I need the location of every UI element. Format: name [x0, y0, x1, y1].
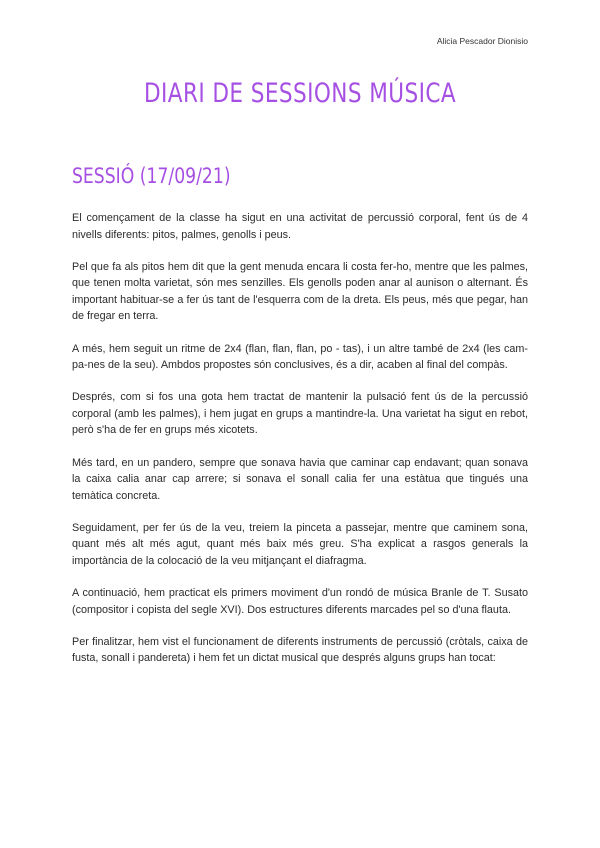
session-title: SESSIÓ (17/09/21)	[72, 164, 231, 188]
paragraph-veu: Seguidament, per fer ús de la veu, treiem la pinceta a passejar, mentre que caminem sona, quant més alt més agut, quant més baix més greu. S'ha explicat a rasgos generals la importància de la colocació de la veu mitjançant el diafragma.	[72, 521, 528, 567]
paragraph-finalitzar: Per finalitzar, hem vist el funcionament de diferents instruments de percussió (cròtals, caixa de fusta, sonall i pandereta) i hem fet un dictat musical que després alguns grups han tocat:	[72, 635, 528, 665]
paragraph-ritme: A més, hem seguit un ritme de 2x4 (flan, flan, flan, po - tas), i un altre també de 2x4 (les cam-pa-nes de la seu). Ambdos propostes són conclusives, és a dir, acaben al final del compàs.	[72, 342, 528, 372]
author-name: Alicia Pescador Dionisio	[436, 36, 528, 46]
paragraph-pitos: Pel que fa als pitos hem dit que la gent menuda encara li costa fer-ho, mentre que les palmes, que tenen molta varietat, són mes senzilles. Els genolls poden anar al aunison o alternant. És important habituar-se a fer ús tant de l'esquerra com de la dreta. Els peus, més que pegar, han de fregar en terra.	[72, 260, 528, 323]
paragraph-pandero: Més tard, en un pandero, sempre que sonava havia que caminar cap endavant; quan sonava la caixa calia anar cap arrere; si sonava el sonall calia fer una estàtua que tingués una temàtica concreta.	[72, 456, 528, 502]
paragraph-pulsacio: Després, com si fos una gota hem tractat de mantenir la pulsació fent ús de la percussió corporal (amb les palmes), i hem jugat en grups a mantindre-la. Una varietat ha sigut en rebot, però s'ha de fer en grups més xicotets.	[72, 391, 528, 437]
page-title: DIARI DE SESSIONS MÚSICA	[143, 78, 457, 109]
body-text	[72, 210, 528, 682]
paragraph-intro: El començament de la classe ha sigut en una activitat de percussió corporal, fent ús de 4 nivells diferents: pitos, palmes, genolls i peus.	[72, 212, 528, 241]
paragraph-rondo: A continuació, hem practicat els primers moviment d'un rondó de música Branle de T. Susato (compositor i copista del segle XVI). Dos estructures diferents marcades pel so d'una flauta.	[72, 587, 528, 616]
